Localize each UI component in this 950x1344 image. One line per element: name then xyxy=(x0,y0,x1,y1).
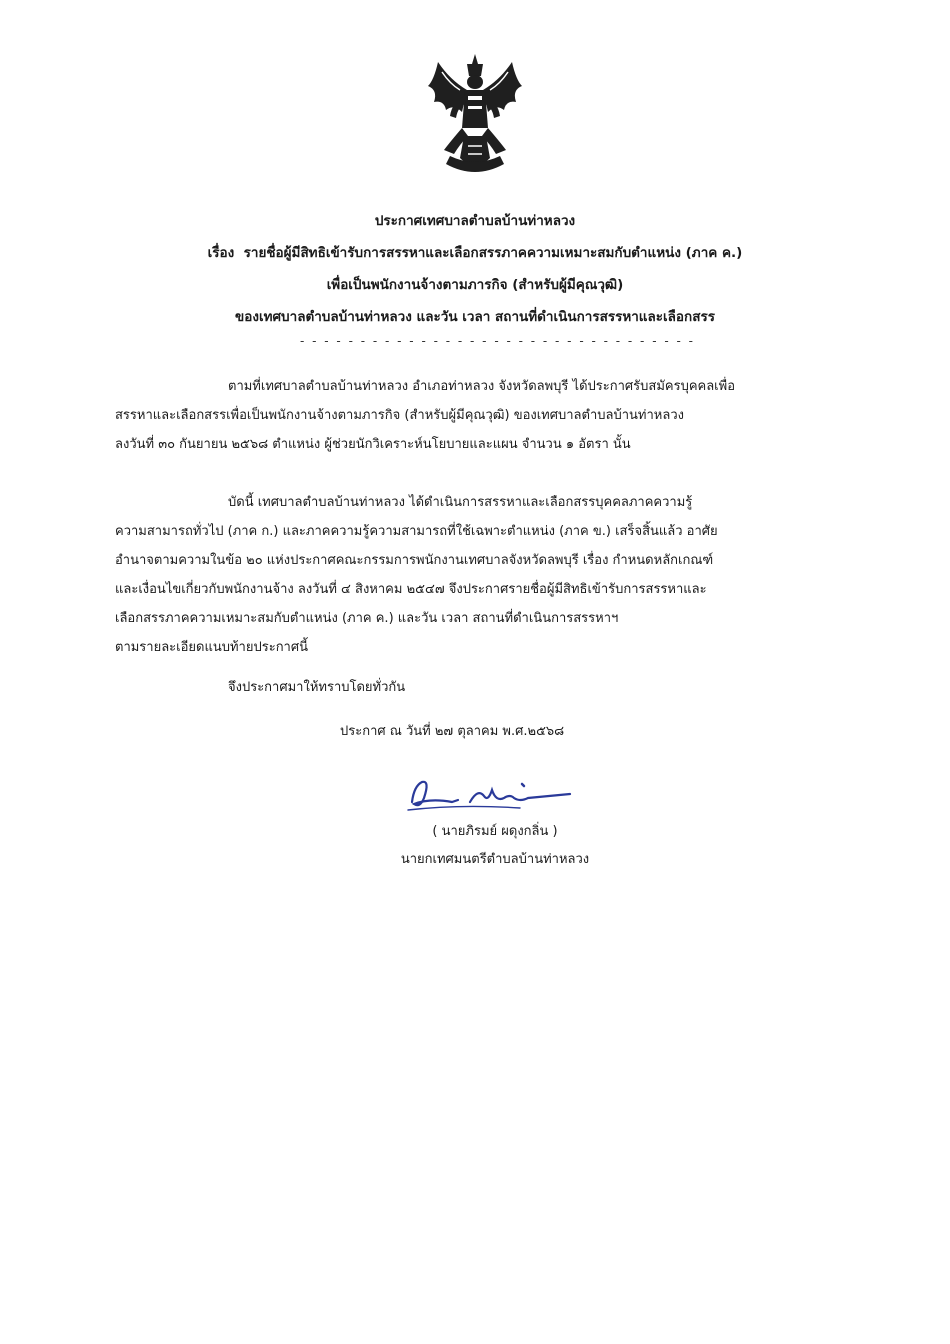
paragraph-2-line: อำนาจตามความในข้อ ๒๐ แห่งประกาศคณะกรรมการพนักงานเทศบาลจังหวัดลพบุรี เรื่อง กำหนดหลักเกณฑ์ xyxy=(115,553,714,568)
subject-text: รายชื่อผู้มีสิทธิเข้ารับการสรรหาและเลือกสรรภาคความเหมาะสมกับตำแหน่ง (ภาค ค.) xyxy=(243,245,743,261)
heading-separator: - - - - - - - - - - - - - - - - - - - - - - - - - - - - - - - - - xyxy=(300,334,695,348)
paragraph-1-line: ตามที่เทศบาลตำบลบ้านท่าหลวง อำเภอท่าหลวง จังหวัดลพบุรี ได้ประกาศรับสมัครบุคคลเพื่อ xyxy=(228,379,736,394)
heading-subject xyxy=(0,237,950,269)
heading-line-3: เพื่อเป็นพนักงานจ้างตามภารกิจ (สำหรับผู้มีคุณวุฒิ) xyxy=(326,277,624,293)
paragraph-2-line: ตามรายละเอียดแนบท้ายประกาศนี้ xyxy=(115,640,309,655)
paragraph-2-line: บัดนี้ เทศบาลตำบลบ้านท่าหลวง ได้ดำเนินการสรรหาและเลือกสรรบุคคลภาคความรู้ xyxy=(228,495,693,510)
paragraph-2-line: เลือกสรรภาคความเหมาะสมกับตำแหน่ง (ภาค ค.) และวัน เวลา สถานที่ดำเนินการสรรหาฯ xyxy=(115,611,619,626)
announcement-heading xyxy=(0,205,950,333)
paragraph-2-line: และเงื่อนไขเกี่ยวกับพนักงานจ้าง ลงวันที่ ๔ สิงหาคม ๒๕๔๗ จึงประกาศรายชื่อผู้มีสิทธิเข้ารับการสรรหาและ xyxy=(115,582,707,597)
garuda-emblem-icon xyxy=(420,50,530,190)
closing-statement: จึงประกาศมาให้ทราบโดยทั่วกัน xyxy=(228,680,406,695)
paragraph-1-line: ลงวันที่ ๓๐ กันยายน ๒๕๖๘ ตำแหน่ง ผู้ช่วยนักวิเคราะห์นโยบายและแผน จำนวน ๑ อัตรา นั้น xyxy=(115,437,631,452)
paragraph-1-line: สรรหาและเลือกสรรเพื่อเป็นพนักงานจ้างตามภารกิจ (สำหรับผู้มีคุณวุฒิ) ของเทศบาลตำบลบ้านท่าหลวง xyxy=(115,408,684,423)
paragraph-2-line: ความสามารถทั่วไป (ภาค ก.) และภาคความรู้ความสามารถที่ใช้เฉพาะตำแหน่ง (ภาค ข.) เสร็จสิ้นแล้ว อาศัย xyxy=(115,524,718,539)
subject-label: เรื่อง xyxy=(207,245,235,261)
heading-line-4: ของเทศบาลตำบลบ้านท่าหลวง และวัน เวลา สถานที่ดำเนินการสรรหาและเลือกสรร xyxy=(235,309,715,325)
handwritten-signature xyxy=(400,768,580,816)
paragraph-2 xyxy=(115,488,830,662)
heading-title: ประกาศเทศบาลตำบลบ้านท่าหลวง xyxy=(374,213,576,229)
paragraph-1 xyxy=(115,372,830,459)
signer-name: ( นายภิรมย์ ผดุงกลิ่น ) xyxy=(432,824,558,839)
signer-position: นายกเทศมนตรีตำบลบ้านท่าหลวง xyxy=(400,852,590,867)
announcement-date: ประกาศ ณ วันที่ ๒๗ ตุลาคม พ.ศ.๒๕๖๘ xyxy=(340,724,565,739)
